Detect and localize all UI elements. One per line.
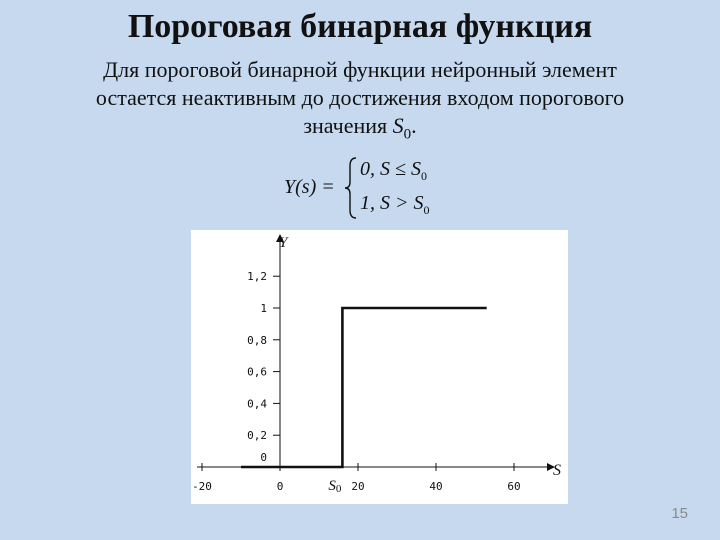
body-line-2: остается неактивным до достижения входом порогового — [95, 85, 625, 110]
threshold-symbol: S — [392, 113, 404, 138]
body-line-3-prefix: значения — [303, 113, 388, 138]
threshold-subscript: 0 — [403, 126, 412, 143]
formula-case-2-sub: 0 — [423, 203, 430, 217]
plot-canvas — [191, 230, 568, 504]
x-tick-label-1: 0 — [276, 480, 284, 493]
step-function-line — [241, 308, 487, 467]
y-tick-label-3: 0,6 — [247, 365, 267, 379]
y-tick-label-5: 1 — [260, 302, 267, 315]
page-number: 15 — [671, 505, 688, 522]
x-tick-label-0: -20 — [192, 480, 212, 493]
y-tick-label-2: 0,4 — [247, 397, 267, 411]
slide-body-text — [40, 56, 680, 148]
y-tick-label-4: 0,8 — [247, 333, 267, 347]
formula-case-2 — [360, 192, 430, 218]
y-tick-label-0: 0 — [260, 451, 267, 464]
x-axis-label: S — [553, 462, 561, 479]
formula-lhs: Y(s) = — [284, 176, 335, 198]
formula-case-1-sub: 0 — [420, 169, 427, 183]
y-tick-label-1: 0,2 — [247, 429, 267, 443]
x-tick-label-3: 40 — [429, 480, 443, 493]
formula-brace — [344, 156, 358, 220]
x-tick-label-4: 60 — [507, 480, 521, 493]
threshold-label: S0 — [328, 478, 342, 495]
body-line-3-suffix: . — [411, 113, 417, 138]
formula-case-2-text: 1, S > S — [360, 192, 424, 214]
x-tick-label-2: 20 — [351, 480, 365, 493]
threshold-formula — [282, 156, 462, 220]
slide-title: Пороговая бинарная функция — [127, 8, 593, 45]
body-line-1: Для пороговой бинарной функции нейронный элемент — [103, 57, 617, 82]
y-axis-label: Y — [279, 235, 288, 251]
formula-case-1-text: 0, S ≤ S — [360, 158, 421, 180]
step-function-plot — [191, 230, 568, 504]
y-tick-label-6: 1,2 — [247, 270, 267, 284]
body-line-3 — [40, 112, 680, 148]
formula-case-1 — [360, 158, 427, 184]
